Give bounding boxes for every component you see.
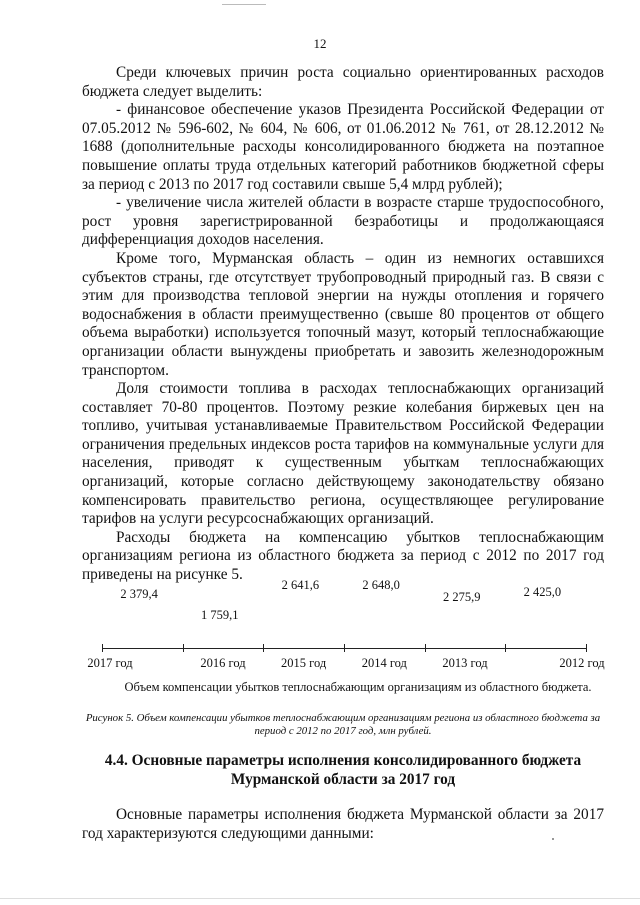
data-label: 2 275,9 (443, 590, 481, 605)
section-heading: 4.4. Основные параметры исполнения консолидированного бюджета Мурманской области за 2017 год (104, 752, 582, 788)
axis-tick (586, 644, 587, 652)
compensation-chart (82, 568, 604, 698)
axis-tick (263, 644, 264, 652)
paragraph-gas: Кроме того, Мурманская область – один из немногих оставшихся субъектов страны, где отсутствует трубопроводный природный газ. В связи с этим для производства тепловой энергии на нужды отопления и горячего водоснабжения в области преимущественно (свыше 80 процентов от общего объема выработки) используется топочный мазут, который теплоснабжающие организации области вынуждены приобретать и завозить железнодорожным транспортом. (82, 249, 604, 379)
figure-caption: Рисунок 5. Объем компенсации убытков теплоснабжающим организациям региона из областного бюджета за период с 2012 по 2017 год, млн рублей. (85, 712, 601, 737)
paragraph-intro: Среди ключевых причин роста социально ориентированных расходов бюджета следует выделить: (82, 64, 604, 100)
axis-tick (344, 644, 345, 652)
list-item-population: - увеличение числа жителей области в возрасте старше трудоспособного, рост уровня зарегистрированной безработицы и продолжающаяся дифференциация доходов населения. (82, 194, 604, 249)
chart-legend: Объем компенсации убытков теплоснабжающим организациям из областного бюджета. (124, 680, 592, 694)
category-label: 2017 год (87, 656, 133, 670)
top-rule (222, 4, 266, 5)
category-label: 2013 год (442, 656, 488, 670)
page-number: 12 (313, 36, 327, 51)
axis-tick (425, 644, 426, 652)
data-label: 1 759,1 (201, 607, 239, 622)
paragraph-fuel-cost: Доля стоимости топлива в расходах теплоснабжающих организаций составляет 70-80 процентов. Поэтому резкие колебания биржевых цен на топливо, учитывая устанавливаемые Правительством Российской Федерации ограничения предельных индексов роста тарифов на коммунальные услуги для населения, приводят к существенным убыткам теплоснабжающих организаций, которые согласно действующему законодательству обязано компенсировать правительство региона, осуществляющее регулирование тарифов на услуги ресурсоснабжающих организаций. (82, 380, 604, 528)
axis-tick (102, 644, 103, 652)
data-label: 2 648,0 (362, 577, 400, 592)
body-text (82, 64, 604, 585)
category-label: 2015 год (281, 656, 327, 670)
tail-text (82, 806, 604, 843)
scan-speck (552, 838, 554, 840)
list-item-decrees: - финансовое обеспечение указов Президента Российской Федерации от 07.05.2012 № 596-602, № 604, № 606, от 01.06.2012 № 761, от 28.12.2012 № 1688 (дополнительные расходы консолидированного бюджета на поэтапное повышение оплаты труда отдельных категорий работников бюджетной сферы за период с 2013 по 2017 год составили свыше 5,4 млрд рублей); (82, 101, 604, 193)
data-label: 2 641,6 (281, 577, 320, 592)
axis-tick (183, 644, 184, 652)
bottom-rule (0, 898, 640, 899)
category-label: 2016 год (200, 656, 246, 670)
data-label: 2 425,0 (523, 585, 562, 600)
data-label: 2 379,4 (120, 586, 158, 601)
category-label: 2012 год (559, 656, 605, 670)
paragraph-figure-ref: Расходы бюджета на компенсацию убытков теплоснабжающим организациям региона из областного бюджета за период с 2012 по 2017 год приведены на рисунке 5. (82, 528, 604, 584)
paragraph-params: Основные параметры исполнения бюджета Мурманской области за 2017 год характеризуются следующими данными: (82, 806, 604, 842)
axis-tick (505, 644, 506, 652)
category-label: 2014 год (361, 656, 407, 670)
